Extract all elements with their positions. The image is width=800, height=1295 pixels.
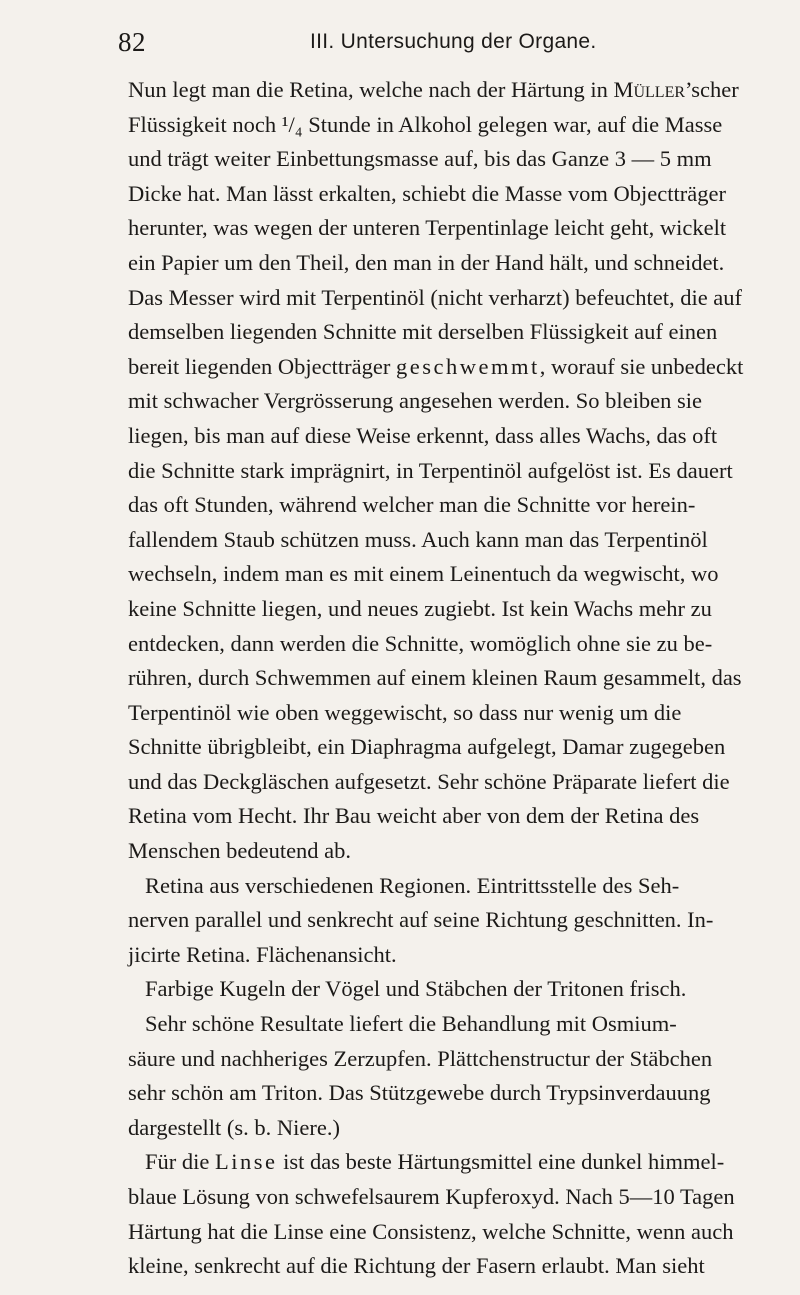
text-line bbox=[128, 938, 672, 973]
text-run: säure und nachheriges Zerzupfen. Plättchenstructur der Stäbchen bbox=[128, 1045, 713, 1071]
small-caps-name: Müller bbox=[613, 77, 686, 102]
emphasized-word: geschwemmt bbox=[396, 353, 540, 379]
text-line bbox=[128, 454, 733, 489]
text-line bbox=[128, 1111, 672, 1146]
text-line bbox=[128, 903, 714, 938]
text-run: und das Deckgläschen aufgesetzt. Sehr schöne Präparate liefert die bbox=[128, 768, 730, 794]
text-run: kleine, senkrecht auf die Richtung der Fasern erlaubt. Man sieht bbox=[128, 1253, 705, 1279]
text-line bbox=[128, 869, 680, 904]
text-run: demselben liegenden Schnitte mit derselben Flüssigkeit auf einen bbox=[128, 319, 718, 345]
text-run: Flüssigkeit noch ¹/₄ Stunde in Alkohol gelegen war, auf die Masse bbox=[128, 111, 723, 137]
text-run: sehr schön am Triton. Das Stützgewebe durch Trypsinverdauung bbox=[128, 1080, 711, 1106]
text-run: entdecken, dann werden die Schnitte, womöglich ohne sie zu be- bbox=[128, 630, 713, 656]
text-line bbox=[128, 1249, 705, 1284]
text-run: liegen, bis man auf diese Weise erkennt, dass alles Wachs, das oft bbox=[128, 422, 718, 448]
text-run: die Schnitte stark imprägnirt, in Terpentinöl aufgelöst ist. Es dauert bbox=[128, 457, 733, 483]
text-run: Nun legt man die Retina, welche nach der Härtung in bbox=[128, 77, 614, 102]
text-line bbox=[128, 661, 742, 696]
text-line bbox=[128, 1076, 711, 1111]
text-run: Menschen bedeutend ab. bbox=[128, 838, 352, 864]
text-run: Terpentinöl wie oben weggewischt, so dass nur wenig um die bbox=[128, 699, 682, 725]
text-line bbox=[128, 557, 719, 592]
text-line bbox=[128, 765, 730, 800]
text-line bbox=[128, 350, 744, 385]
text-run: jicirte Retina. Flächenansicht. bbox=[128, 941, 397, 967]
text-line bbox=[128, 488, 696, 523]
text-run: ’scher bbox=[685, 77, 739, 102]
text-line bbox=[128, 73, 739, 108]
text-run: mit schwacher Vergrösserung angesehen werden. So bleiben sie bbox=[128, 388, 703, 414]
text-line bbox=[128, 1007, 677, 1042]
text-run: blaue Lösung von schwefelsaurem Kupferoxyd. Nach 5—10 Tagen bbox=[128, 1184, 735, 1209]
text-run: Retina aus verschiedenen Regionen. Eintrittsstelle des Seh- bbox=[145, 872, 680, 898]
text-run: keine Schnitte liegen, und neues zugiebt. Ist kein Wachs mehr zu bbox=[128, 595, 712, 621]
text-run: ein Papier um den Theil, den man in der Hand hält, und schneidet. bbox=[128, 249, 725, 275]
text-line bbox=[128, 592, 712, 627]
text-line bbox=[128, 315, 718, 350]
text-line bbox=[128, 972, 687, 1007]
running-head: III. Untersuchung der Organe. bbox=[310, 30, 597, 53]
text-run: nerven parallel und senkrecht auf seine Richtung geschnitten. In- bbox=[128, 907, 714, 933]
text-run: fallendem Staub schützen muss. Auch kann man das Terpentinöl bbox=[128, 526, 708, 552]
text-line bbox=[128, 281, 743, 316]
text-line bbox=[128, 211, 727, 246]
text-run: das oft Stunden, während welcher man die Schnitte vor herein- bbox=[128, 492, 696, 518]
text-line bbox=[128, 1180, 735, 1215]
text-line bbox=[128, 627, 713, 662]
text-run: Härtung hat die Linse eine Consistenz, welche Schnitte, wenn auch bbox=[128, 1218, 734, 1244]
text-line bbox=[128, 1145, 725, 1180]
text-run: Schnitte übrigbleibt, ein Diaphragma aufgelegt, Damar zugegeben bbox=[128, 734, 726, 760]
text-run: , worauf sie unbedeckt bbox=[539, 353, 744, 379]
text-run: Dicke hat. Man lässt erkalten, schiebt die Masse vom Objectträger bbox=[128, 180, 726, 206]
body-text bbox=[128, 73, 744, 1284]
text-run: dargestellt (s. b. Niere.) bbox=[128, 1114, 341, 1140]
page-number: 82 bbox=[118, 27, 146, 57]
text-line bbox=[128, 834, 672, 869]
text-run: Das Messer wird mit Terpentinöl (nicht verharzt) befeuchtet, die auf bbox=[128, 284, 743, 310]
text-line bbox=[128, 246, 725, 281]
text-run: ist das beste Härtungsmittel eine dunkel himmel- bbox=[277, 1149, 725, 1175]
text-run: bereit liegenden Objectträger bbox=[128, 353, 396, 379]
text-line bbox=[128, 384, 703, 419]
emphasized-word: Linse bbox=[215, 1149, 278, 1175]
text-line bbox=[128, 1215, 734, 1250]
text-run: und trägt weiter Einbettungsmasse auf, bis das Ganze 3 — 5 mm bbox=[128, 146, 712, 172]
text-run: wechseln, indem man es mit einem Leinentuch da wegwischt, wo bbox=[128, 561, 719, 587]
text-line bbox=[128, 523, 708, 558]
text-line bbox=[128, 799, 700, 834]
text-run: Für die bbox=[145, 1149, 215, 1175]
text-run: herunter, was wegen der unteren Terpentinlage leicht geht, wickelt bbox=[128, 215, 727, 241]
text-run: Sehr schöne Resultate liefert die Behandlung mit Osmium- bbox=[145, 1011, 677, 1037]
text-line bbox=[128, 730, 726, 765]
text-run: Retina vom Hecht. Ihr Bau weicht aber von dem der Retina des bbox=[128, 803, 700, 829]
text-run: rühren, durch Schwemmen auf einem kleinen Raum gesammelt, das bbox=[128, 665, 742, 691]
text-line bbox=[128, 1042, 713, 1077]
text-run: Farbige Kugeln der Vögel und Stäbchen der Tritonen frisch. bbox=[145, 976, 687, 1002]
text-line bbox=[128, 696, 682, 731]
text-line bbox=[128, 142, 712, 177]
text-line bbox=[128, 108, 723, 143]
text-line bbox=[128, 419, 718, 454]
text-line bbox=[128, 177, 726, 212]
